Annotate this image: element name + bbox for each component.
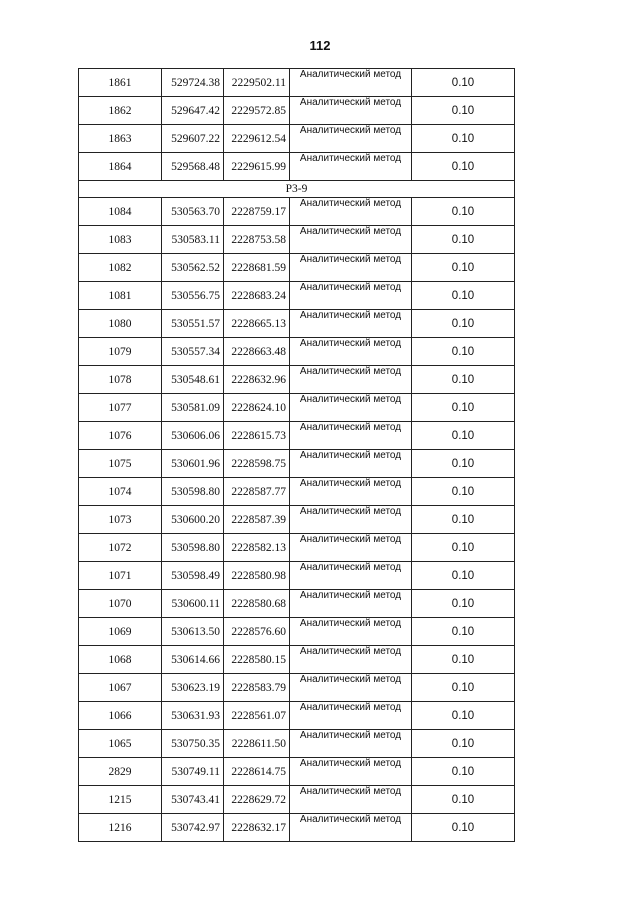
x-coordinate-cell: 530551.57 xyxy=(162,310,224,338)
accuracy-cell: 0.10 xyxy=(412,646,515,674)
y-coordinate-cell: 2228611.50 xyxy=(224,730,290,758)
x-coordinate-cell: 529607.22 xyxy=(162,125,224,153)
table-row xyxy=(79,674,515,702)
point-number-cell: 1067 xyxy=(79,674,162,702)
method-cell: Аналитический метод xyxy=(290,674,412,702)
accuracy-cell: 0.10 xyxy=(412,198,515,226)
y-coordinate-cell: 2229615.99 xyxy=(224,153,290,181)
method-cell: Аналитический метод xyxy=(290,310,412,338)
y-coordinate-cell: 2228598.75 xyxy=(224,450,290,478)
y-coordinate-cell: 2228582.13 xyxy=(224,534,290,562)
x-coordinate-cell: 529724.38 xyxy=(162,69,224,97)
table-row xyxy=(79,69,515,97)
method-cell: Аналитический метод xyxy=(290,97,412,125)
accuracy-cell: 0.10 xyxy=(412,814,515,842)
accuracy-cell: 0.10 xyxy=(412,394,515,422)
method-cell: Аналитический метод xyxy=(290,282,412,310)
x-coordinate-cell: 530557.34 xyxy=(162,338,224,366)
table-row xyxy=(79,198,515,226)
method-cell: Аналитический метод xyxy=(290,450,412,478)
point-number-cell: 1070 xyxy=(79,590,162,618)
accuracy-cell: 0.10 xyxy=(412,422,515,450)
method-cell: Аналитический метод xyxy=(290,69,412,97)
y-coordinate-cell: 2228753.58 xyxy=(224,226,290,254)
point-number-cell: 1080 xyxy=(79,310,162,338)
point-number-cell: 1083 xyxy=(79,226,162,254)
x-coordinate-cell: 530606.06 xyxy=(162,422,224,450)
method-cell: Аналитический метод xyxy=(290,590,412,618)
point-number-cell: 1077 xyxy=(79,394,162,422)
table-row xyxy=(79,786,515,814)
table-row xyxy=(79,125,515,153)
point-number-cell: 1863 xyxy=(79,125,162,153)
x-coordinate-cell: 530598.80 xyxy=(162,478,224,506)
accuracy-cell: 0.10 xyxy=(412,153,515,181)
accuracy-cell: 0.10 xyxy=(412,125,515,153)
method-cell: Аналитический метод xyxy=(290,814,412,842)
y-coordinate-cell: 2228576.60 xyxy=(224,618,290,646)
accuracy-cell: 0.10 xyxy=(412,254,515,282)
y-coordinate-cell: 2228683.24 xyxy=(224,282,290,310)
x-coordinate-cell: 530742.97 xyxy=(162,814,224,842)
table-row xyxy=(79,254,515,282)
y-coordinate-cell: 2228580.15 xyxy=(224,646,290,674)
method-cell: Аналитический метод xyxy=(290,125,412,153)
x-coordinate-cell: 530598.49 xyxy=(162,562,224,590)
y-coordinate-cell: 2228681.59 xyxy=(224,254,290,282)
point-number-cell: 1864 xyxy=(79,153,162,181)
point-number-cell: 1084 xyxy=(79,198,162,226)
point-number-cell: 1216 xyxy=(79,814,162,842)
method-cell: Аналитический метод xyxy=(290,758,412,786)
x-coordinate-cell: 530601.96 xyxy=(162,450,224,478)
point-number-cell: 2829 xyxy=(79,758,162,786)
method-cell: Аналитический метод xyxy=(290,646,412,674)
x-coordinate-cell: 530600.11 xyxy=(162,590,224,618)
x-coordinate-cell: 530548.61 xyxy=(162,366,224,394)
method-cell: Аналитический метод xyxy=(290,338,412,366)
table-row xyxy=(79,730,515,758)
x-coordinate-cell: 530631.93 xyxy=(162,702,224,730)
table-row xyxy=(79,562,515,590)
table-row xyxy=(79,310,515,338)
x-coordinate-cell: 530750.35 xyxy=(162,730,224,758)
accuracy-cell: 0.10 xyxy=(412,366,515,394)
x-coordinate-cell: 530562.52 xyxy=(162,254,224,282)
x-coordinate-cell: 530598.80 xyxy=(162,534,224,562)
y-coordinate-cell: 2229572.85 xyxy=(224,97,290,125)
y-coordinate-cell: 2228561.07 xyxy=(224,702,290,730)
y-coordinate-cell: 2228663.48 xyxy=(224,338,290,366)
x-coordinate-cell: 530581.09 xyxy=(162,394,224,422)
table-row xyxy=(79,534,515,562)
y-coordinate-cell: 2229502.11 xyxy=(224,69,290,97)
point-number-cell: 1069 xyxy=(79,618,162,646)
y-coordinate-cell: 2228629.72 xyxy=(224,786,290,814)
y-coordinate-cell: 2228587.77 xyxy=(224,478,290,506)
x-coordinate-cell: 530743.41 xyxy=(162,786,224,814)
accuracy-cell: 0.10 xyxy=(412,338,515,366)
table-row xyxy=(79,450,515,478)
point-number-cell: 1072 xyxy=(79,534,162,562)
point-number-cell: 1862 xyxy=(79,97,162,125)
accuracy-cell: 0.10 xyxy=(412,478,515,506)
table-row xyxy=(79,97,515,125)
method-cell: Аналитический метод xyxy=(290,534,412,562)
method-cell: Аналитический метод xyxy=(290,226,412,254)
x-coordinate-cell: 530623.19 xyxy=(162,674,224,702)
accuracy-cell: 0.10 xyxy=(412,618,515,646)
point-number-cell: 1074 xyxy=(79,478,162,506)
coordinates-table-body xyxy=(79,69,515,842)
y-coordinate-cell: 2228583.79 xyxy=(224,674,290,702)
point-number-cell: 1065 xyxy=(79,730,162,758)
section-header-row xyxy=(79,181,515,198)
table-row xyxy=(79,646,515,674)
point-number-cell: 1068 xyxy=(79,646,162,674)
accuracy-cell: 0.10 xyxy=(412,534,515,562)
method-cell: Аналитический метод xyxy=(290,618,412,646)
accuracy-cell: 0.10 xyxy=(412,69,515,97)
accuracy-cell: 0.10 xyxy=(412,450,515,478)
x-coordinate-cell: 530613.50 xyxy=(162,618,224,646)
table-row xyxy=(79,422,515,450)
method-cell: Аналитический метод xyxy=(290,422,412,450)
method-cell: Аналитический метод xyxy=(290,786,412,814)
table-row xyxy=(79,282,515,310)
table-row xyxy=(79,366,515,394)
accuracy-cell: 0.10 xyxy=(412,730,515,758)
y-coordinate-cell: 2228580.98 xyxy=(224,562,290,590)
method-cell: Аналитический метод xyxy=(290,254,412,282)
y-coordinate-cell: 2228632.17 xyxy=(224,814,290,842)
accuracy-cell: 0.10 xyxy=(412,758,515,786)
method-cell: Аналитический метод xyxy=(290,730,412,758)
accuracy-cell: 0.10 xyxy=(412,702,515,730)
point-number-cell: 1078 xyxy=(79,366,162,394)
accuracy-cell: 0.10 xyxy=(412,282,515,310)
accuracy-cell: 0.10 xyxy=(412,97,515,125)
y-coordinate-cell: 2228759.17 xyxy=(224,198,290,226)
table-row xyxy=(79,506,515,534)
y-coordinate-cell: 2228587.39 xyxy=(224,506,290,534)
method-cell: Аналитический метод xyxy=(290,366,412,394)
point-number-cell: 1073 xyxy=(79,506,162,534)
point-number-cell: 1071 xyxy=(79,562,162,590)
point-number-cell: 1075 xyxy=(79,450,162,478)
y-coordinate-cell: 2228632.96 xyxy=(224,366,290,394)
table-row xyxy=(79,394,515,422)
y-coordinate-cell: 2228614.75 xyxy=(224,758,290,786)
table-row xyxy=(79,814,515,842)
method-cell: Аналитический метод xyxy=(290,562,412,590)
accuracy-cell: 0.10 xyxy=(412,562,515,590)
x-coordinate-cell: 530556.75 xyxy=(162,282,224,310)
method-cell: Аналитический метод xyxy=(290,478,412,506)
table-row xyxy=(79,702,515,730)
x-coordinate-cell: 530583.11 xyxy=(162,226,224,254)
method-cell: Аналитический метод xyxy=(290,153,412,181)
table-row xyxy=(79,226,515,254)
point-number-cell: 1215 xyxy=(79,786,162,814)
table-row xyxy=(79,478,515,506)
table-row xyxy=(79,590,515,618)
table-row xyxy=(79,338,515,366)
y-coordinate-cell: 2228580.68 xyxy=(224,590,290,618)
y-coordinate-cell: 2228615.73 xyxy=(224,422,290,450)
point-number-cell: 1082 xyxy=(79,254,162,282)
accuracy-cell: 0.10 xyxy=(412,226,515,254)
point-number-cell: 1079 xyxy=(79,338,162,366)
method-cell: Аналитический метод xyxy=(290,394,412,422)
point-number-cell: 1081 xyxy=(79,282,162,310)
y-coordinate-cell: 2229612.54 xyxy=(224,125,290,153)
coordinates-table xyxy=(78,68,515,842)
point-number-cell: 1066 xyxy=(79,702,162,730)
y-coordinate-cell: 2228665.13 xyxy=(224,310,290,338)
point-number-cell: 1861 xyxy=(79,69,162,97)
table-row xyxy=(79,758,515,786)
section-label: Р3-9 xyxy=(79,181,515,198)
method-cell: Аналитический метод xyxy=(290,702,412,730)
accuracy-cell: 0.10 xyxy=(412,506,515,534)
point-number-cell: 1076 xyxy=(79,422,162,450)
x-coordinate-cell: 530749.11 xyxy=(162,758,224,786)
x-coordinate-cell: 529568.48 xyxy=(162,153,224,181)
accuracy-cell: 0.10 xyxy=(412,310,515,338)
x-coordinate-cell: 530563.70 xyxy=(162,198,224,226)
page-number: 112 xyxy=(309,38,331,53)
method-cell: Аналитический метод xyxy=(290,506,412,534)
accuracy-cell: 0.10 xyxy=(412,674,515,702)
x-coordinate-cell: 529647.42 xyxy=(162,97,224,125)
x-coordinate-cell: 530600.20 xyxy=(162,506,224,534)
accuracy-cell: 0.10 xyxy=(412,590,515,618)
method-cell: Аналитический метод xyxy=(290,198,412,226)
table-row xyxy=(79,618,515,646)
accuracy-cell: 0.10 xyxy=(412,786,515,814)
x-coordinate-cell: 530614.66 xyxy=(162,646,224,674)
table-row xyxy=(79,153,515,181)
y-coordinate-cell: 2228624.10 xyxy=(224,394,290,422)
